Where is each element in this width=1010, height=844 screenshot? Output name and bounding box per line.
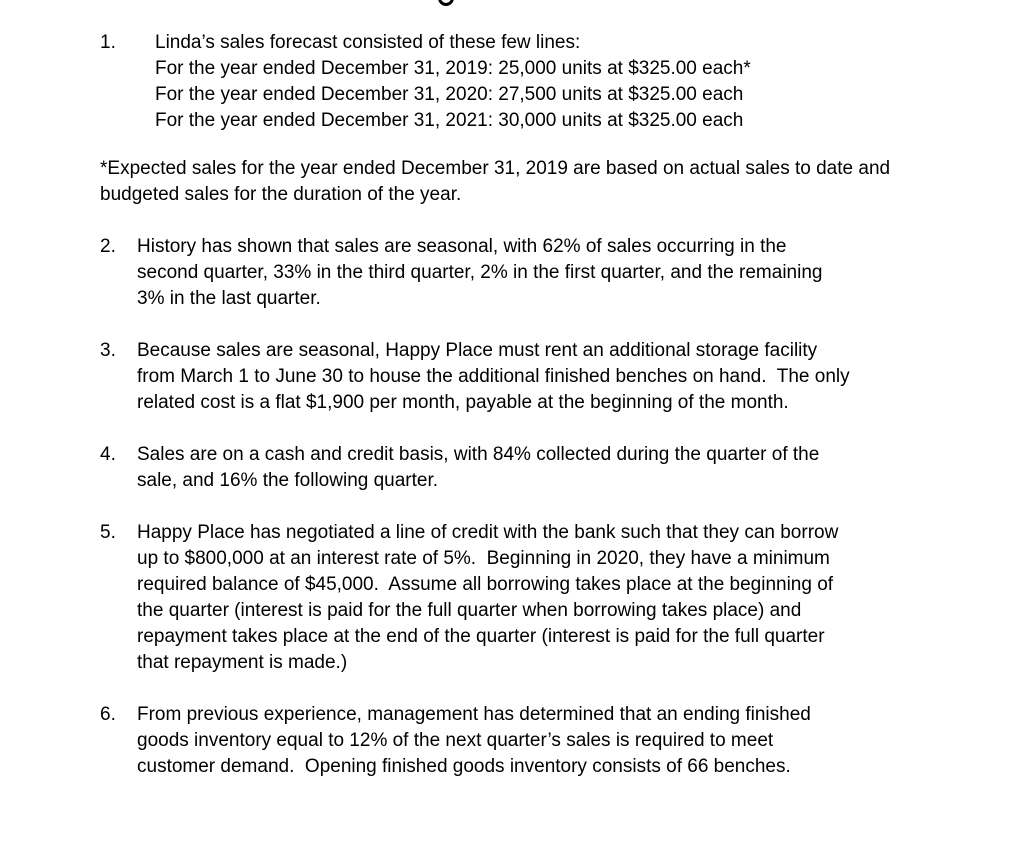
document-content — [100, 30, 980, 806]
text-line: goods inventory equal to 12% of the next quarter’s sales is required to meet — [137, 730, 774, 751]
item-number: 1. — [100, 32, 116, 53]
item-number: 6. — [100, 704, 116, 725]
text-line: For the year ended December 31, 2019: 25,000 units at $325.00 each* — [155, 58, 751, 79]
text-line: For the year ended December 31, 2021: 30,000 units at $325.00 each — [155, 110, 744, 131]
paragraph — [137, 442, 980, 494]
text-line: customer demand. Opening finished goods inventory consists of 66 benches. — [137, 756, 791, 777]
item-number: 2. — [100, 236, 116, 257]
list-item — [100, 520, 980, 676]
item-number: 5. — [100, 522, 116, 543]
text-line: Because sales are seasonal, Happy Place must rent an additional storage facility — [137, 340, 818, 361]
paragraph — [137, 520, 980, 676]
text-line: Happy Place has negotiated a line of credit with the bank such that they can borrow — [137, 522, 839, 543]
text-line: From previous experience, management has determined that an ending finished — [137, 704, 811, 725]
list-item — [100, 338, 980, 416]
text-line: that repayment is made.) — [137, 652, 348, 673]
list-item — [100, 442, 980, 494]
item-number: 3. — [100, 340, 116, 361]
cropped-title-fragment — [438, 0, 454, 6]
text-line: from March 1 to June 30 to house the additional finished benches on hand. The only — [137, 366, 850, 387]
list-item — [100, 702, 980, 780]
text-line: For the year ended December 31, 2020: 27,500 units at $325.00 each — [155, 84, 744, 105]
text-line: required balance of $45,000. Assume all borrowing takes place at the beginning of — [137, 574, 834, 595]
text-line: budgeted sales for the duration of the year. — [100, 184, 462, 205]
footnote — [100, 156, 980, 208]
text-line: History has shown that sales are seasonal, with 62% of sales occurring in the — [137, 236, 787, 257]
text-line: repayment takes place at the end of the quarter (interest is paid for the full quarter — [137, 626, 825, 647]
text-line: up to $800,000 at an interest rate of 5%. Beginning in 2020, they have a minimum — [137, 548, 830, 569]
list-item — [100, 30, 980, 134]
paragraph — [137, 702, 980, 780]
text-line: related cost is a flat $1,900 per month, payable at the beginning of the month. — [137, 392, 789, 413]
text-line: Linda’s sales forecast consisted of these few lines: — [155, 32, 581, 53]
item-number: 4. — [100, 444, 116, 465]
text-line: sale, and 16% the following quarter. — [137, 470, 439, 491]
text-line: Sales are on a cash and credit basis, with 84% collected during the quarter of the — [137, 444, 820, 465]
paragraph — [100, 156, 980, 208]
text-line: second quarter, 33% in the third quarter, 2% in the first quarter, and the remaining — [137, 262, 823, 283]
paragraph — [155, 30, 980, 134]
paragraph — [137, 338, 980, 416]
paragraph — [137, 234, 980, 312]
text-line: *Expected sales for the year ended December 31, 2019 are based on actual sales to date and — [100, 158, 891, 179]
list-item — [100, 234, 980, 312]
text-line: 3% in the last quarter. — [137, 288, 321, 309]
text-line: the quarter (interest is paid for the full quarter when borrowing takes place) and — [137, 600, 802, 621]
